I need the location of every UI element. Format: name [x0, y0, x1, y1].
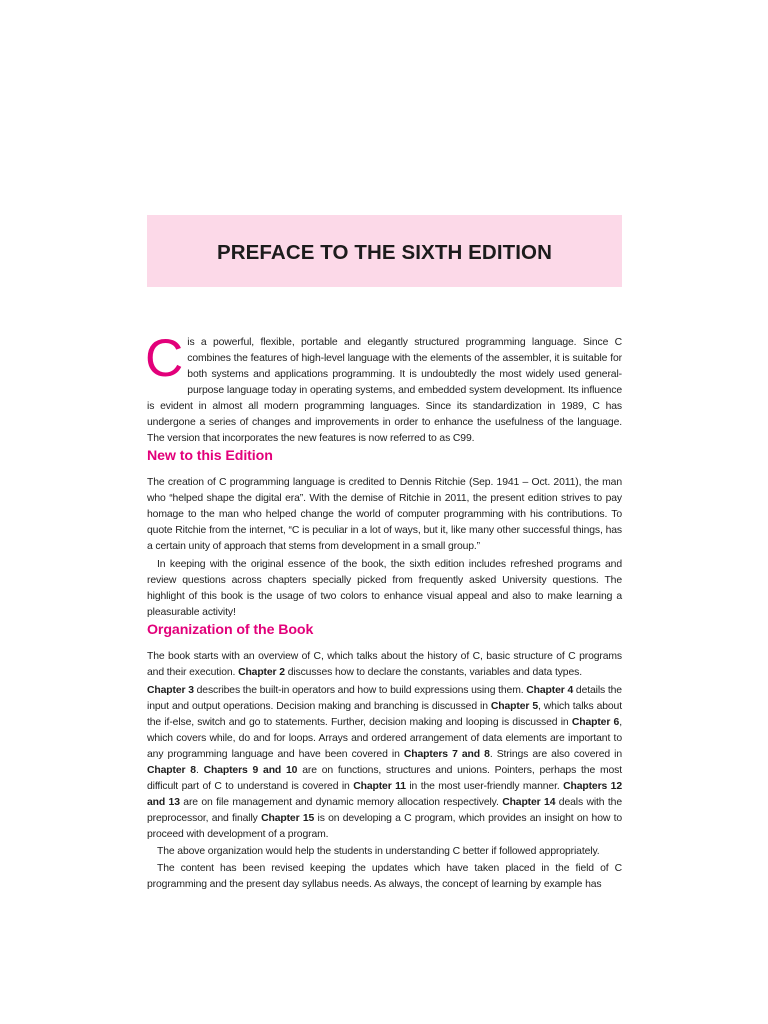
organization-paragraph-1: The book starts with an overview of C, which talks about the history of C, basic structure of C programs and their execution. Chapter 2 discusses how to declare the constants, variables and data types. — [147, 651, 622, 678]
new-edition-paragraph-1: The creation of C programming language is credited to Dennis Ritchie (Sep. 1941 – Oct. 2011), the man who “helped shape the digital era”. With the demise of Ritchie in 2011, the present edition strives to pay homage to the man who helped change the world of computer programming with his contributions. To quote Ritchie from the internet, “C is peculiar in a lot of ways, but it, like many other successful things, has a certain unity of approach that stems from development in a small group.” — [147, 477, 622, 552]
intro-text: is a powerful, flexible, portable and elegantly structured programming language. Since C combines the features of high-level language with the elements of the assembler, it is suitable for both systems and applications programming. It is undoubtedly the most widely used general-purpose language today in operating systems, and embedded system development. Its influence is evident in almost all modern programming languages. Since its standardization in 1989, C has undergone a series of changes and improvements in order to enhance the usefulness of the language. The version that incorporates the new features is now referred to as C99. — [147, 337, 622, 444]
organization-paragraph-2: Chapter 3 describes the built-in operators and how to build expressions using them. Chapter 4 details the input and output operations. Decision making and branching is discussed in Chapter 5, which talks about the if-else, switch and go to statements. Further, decision making and looping is discussed in Chapter 6, which covers while, do and for loops. Arrays and ordered arrangement of data elements are important to any programming language and have been covered in Chapters 7 and 8. Strings are also covered in Chapter 8. Chapters 9 and 10 are on functions, structures and unions. Pointers, perhaps the most difficult part of C to understand is covered in Chapter 11 in the most user-friendly manner. Chapters 12 and 13 are on file management and dynamic memory allocation respectively. Chapter 14 deals with the preprocessor, and finally Chapter 15 is on developing a C program, which provides an insight on how to proceed with development of a program. — [147, 685, 623, 840]
page-title: PREFACE TO THE SIXTH EDITION — [216, 241, 552, 264]
title-banner — [147, 215, 622, 287]
section-organization — [147, 649, 622, 893]
drop-cap: C — [145, 329, 184, 388]
organization-paragraph-4: The content has been revised keeping the updates which have taken placed in the field of C programming and the present day syllabus needs. As always, the concept of learning by example has — [147, 863, 622, 890]
heading-organization: Organization of the Book — [147, 622, 314, 638]
intro-paragraph — [145, 329, 622, 447]
organization-paragraph-3: The above organization would help the students in understanding C better if followed appropriately. — [157, 846, 600, 857]
new-edition-paragraph-2: In keeping with the original essence of the book, the sixth edition includes refreshed programs and review questions across chapters specially picked from frequently asked University questions. The highlight of this book is the usage of two colors to enhance visual appeal and also to make learning a pleasurable activity! — [147, 559, 622, 618]
heading-new-edition: New to this Edition — [147, 448, 273, 464]
section-new-edition — [147, 475, 622, 621]
